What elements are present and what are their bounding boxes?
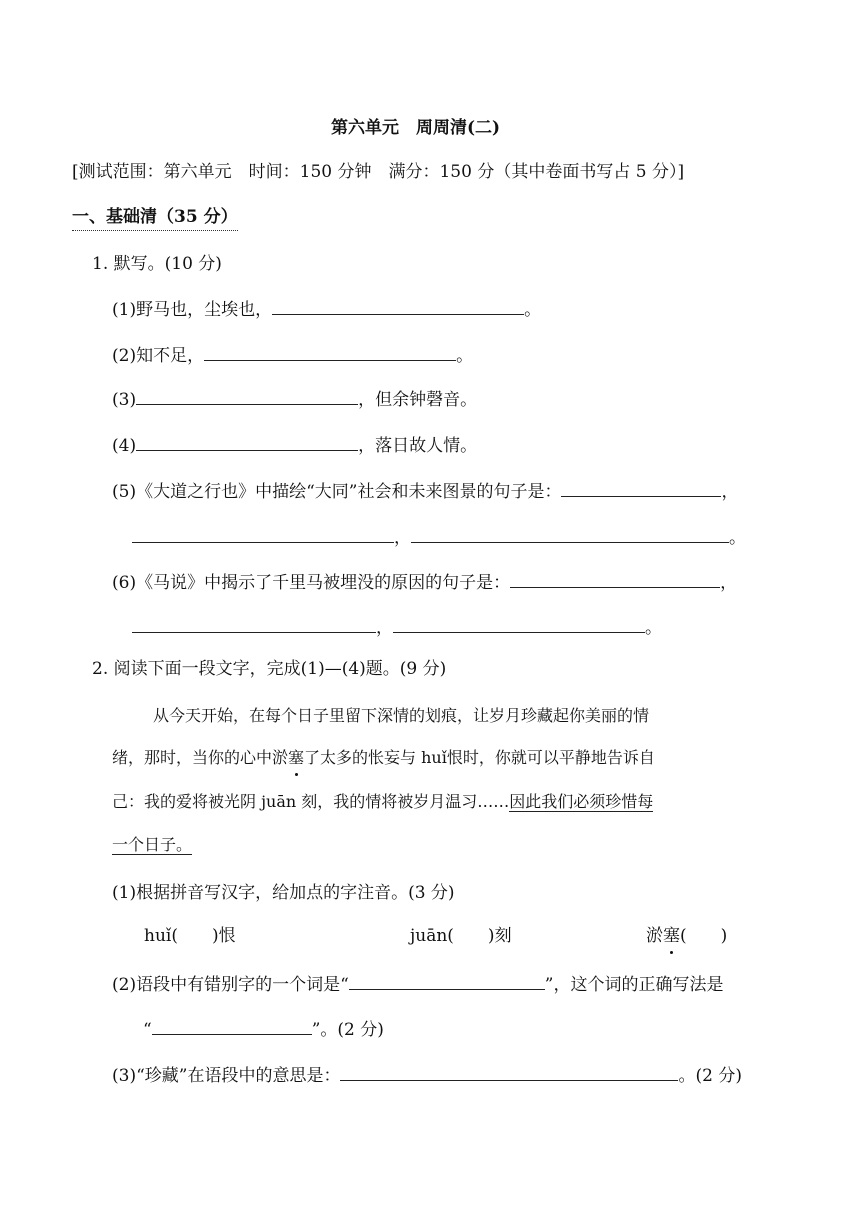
q1-item-6-prefix: (6)《马说》中揭示了千里马被埋没的原因的句子是： (112, 573, 511, 593)
passage-text: 绪，那时，当你的心中淤 (112, 748, 289, 767)
passage-line-2 (112, 746, 655, 770)
answer-blank[interactable] (510, 569, 720, 588)
passage-line-3 (112, 790, 653, 814)
q1-item-6-cont (132, 614, 662, 640)
answer-blank[interactable] (561, 478, 721, 497)
passage-text: 己：我的爱将被光阴 juān 刻，我的情将被岁月温习…… (112, 792, 510, 811)
q1-item-1 (112, 296, 541, 322)
pinyin-item-2[interactable]: juān( )刻 (410, 926, 512, 946)
answer-blank[interactable] (272, 296, 524, 315)
underlined-sentence: 一个日子。 (112, 835, 193, 854)
q1-item-6-suffix: ， (720, 573, 738, 593)
q1-item-3 (112, 386, 477, 412)
dotted-character: 塞 (663, 926, 680, 946)
q1-item-5-suffix: ， (721, 482, 739, 502)
q1-item-6-end: 。 (645, 618, 662, 638)
q2-sub-3-suffix: 。(2 分) (678, 1066, 742, 1086)
q2-sub-1: (1)根据拼音写汉字，给加点的字注音。(3 分) (112, 883, 455, 903)
q2-sub-2-prefix: (2)语段中有错别字的一个词是“ (112, 975, 349, 995)
q2-sub-2 (112, 971, 723, 997)
q1-item-4 (112, 432, 477, 458)
q1-item-6 (112, 569, 737, 595)
q1-item-6-mid: ， (376, 618, 393, 638)
q2-sub-2-suffix: ”，这个词的正确写法是 (544, 975, 724, 995)
passage-line-4 (112, 833, 192, 857)
passage-line-1: 从今天开始，在每个日子里留下深情的划痕，让岁月珍藏起你美丽的情 (153, 706, 650, 725)
question-2-label: 2. 阅读下面一段文字，完成(1)—(4)题。(9 分) (92, 659, 447, 679)
answer-blank[interactable] (152, 1016, 312, 1035)
q1-item-5 (112, 478, 738, 504)
pinyin-item-3[interactable] (646, 924, 727, 948)
q1-item-5-prefix: (5)《大道之行也》中描绘“大同”社会和未来图景的句子是： (112, 482, 562, 502)
answer-blank[interactable] (132, 614, 376, 633)
q2-sub-2-open-quote: “ (143, 1020, 152, 1040)
dotted-character: 塞 (288, 746, 304, 770)
q1-item-1-suffix: 。 (524, 300, 542, 320)
answer-blank[interactable] (204, 342, 456, 361)
answer-blank[interactable] (136, 386, 358, 405)
pinyin-item-3-char: 淤 (646, 926, 663, 946)
answer-blank[interactable] (132, 524, 394, 543)
page-title: 第六单元 周周清(二) (331, 118, 501, 138)
q1-item-3-suffix: ，但余钟磬音。 (358, 390, 478, 410)
q2-sub-2-cont (143, 1016, 384, 1042)
q2-sub-3 (112, 1062, 742, 1088)
test-info: [测试范围：第六单元 时间：150 分钟 满分：150 分（其中卷面书写占 5 分）] (72, 162, 685, 182)
q1-item-3-prefix: (3) (112, 390, 137, 410)
pinyin-item-3-bracket: ( ) (680, 926, 728, 946)
q1-item-2 (112, 342, 473, 368)
q2-sub-3-prefix: (3)“珍藏”在语段中的意思是： (112, 1066, 341, 1086)
passage-text: 了太多的怅妄与 huǐ恨时，你就可以平静地告诉自 (304, 748, 655, 767)
q1-item-5-end: 。 (729, 528, 746, 548)
q1-item-4-suffix: ，落日故人情。 (358, 436, 478, 456)
q1-item-5-mid: ， (394, 528, 411, 548)
q1-item-2-suffix: 。 (456, 346, 474, 366)
q1-item-5-cont (132, 524, 746, 550)
question-1-label: 1. 默写。(10 分) (92, 254, 222, 274)
answer-blank[interactable] (136, 432, 358, 451)
answer-blank[interactable] (349, 971, 545, 990)
q1-item-2-prefix: (2)知不足， (112, 346, 205, 366)
q1-item-4-prefix: (4) (112, 436, 137, 456)
q2-sub-2-end: ”。(2 分) (311, 1020, 384, 1040)
section-heading: 一、基础清（35 分） (72, 205, 238, 231)
q1-item-1-prefix: (1)野马也，尘埃也， (112, 300, 273, 320)
pinyin-item-1[interactable]: huǐ( )恨 (144, 926, 236, 946)
answer-blank[interactable] (340, 1062, 678, 1081)
answer-blank[interactable] (393, 614, 645, 633)
underlined-sentence: 因此我们必须珍惜每 (509, 792, 654, 811)
answer-blank[interactable] (411, 524, 729, 543)
